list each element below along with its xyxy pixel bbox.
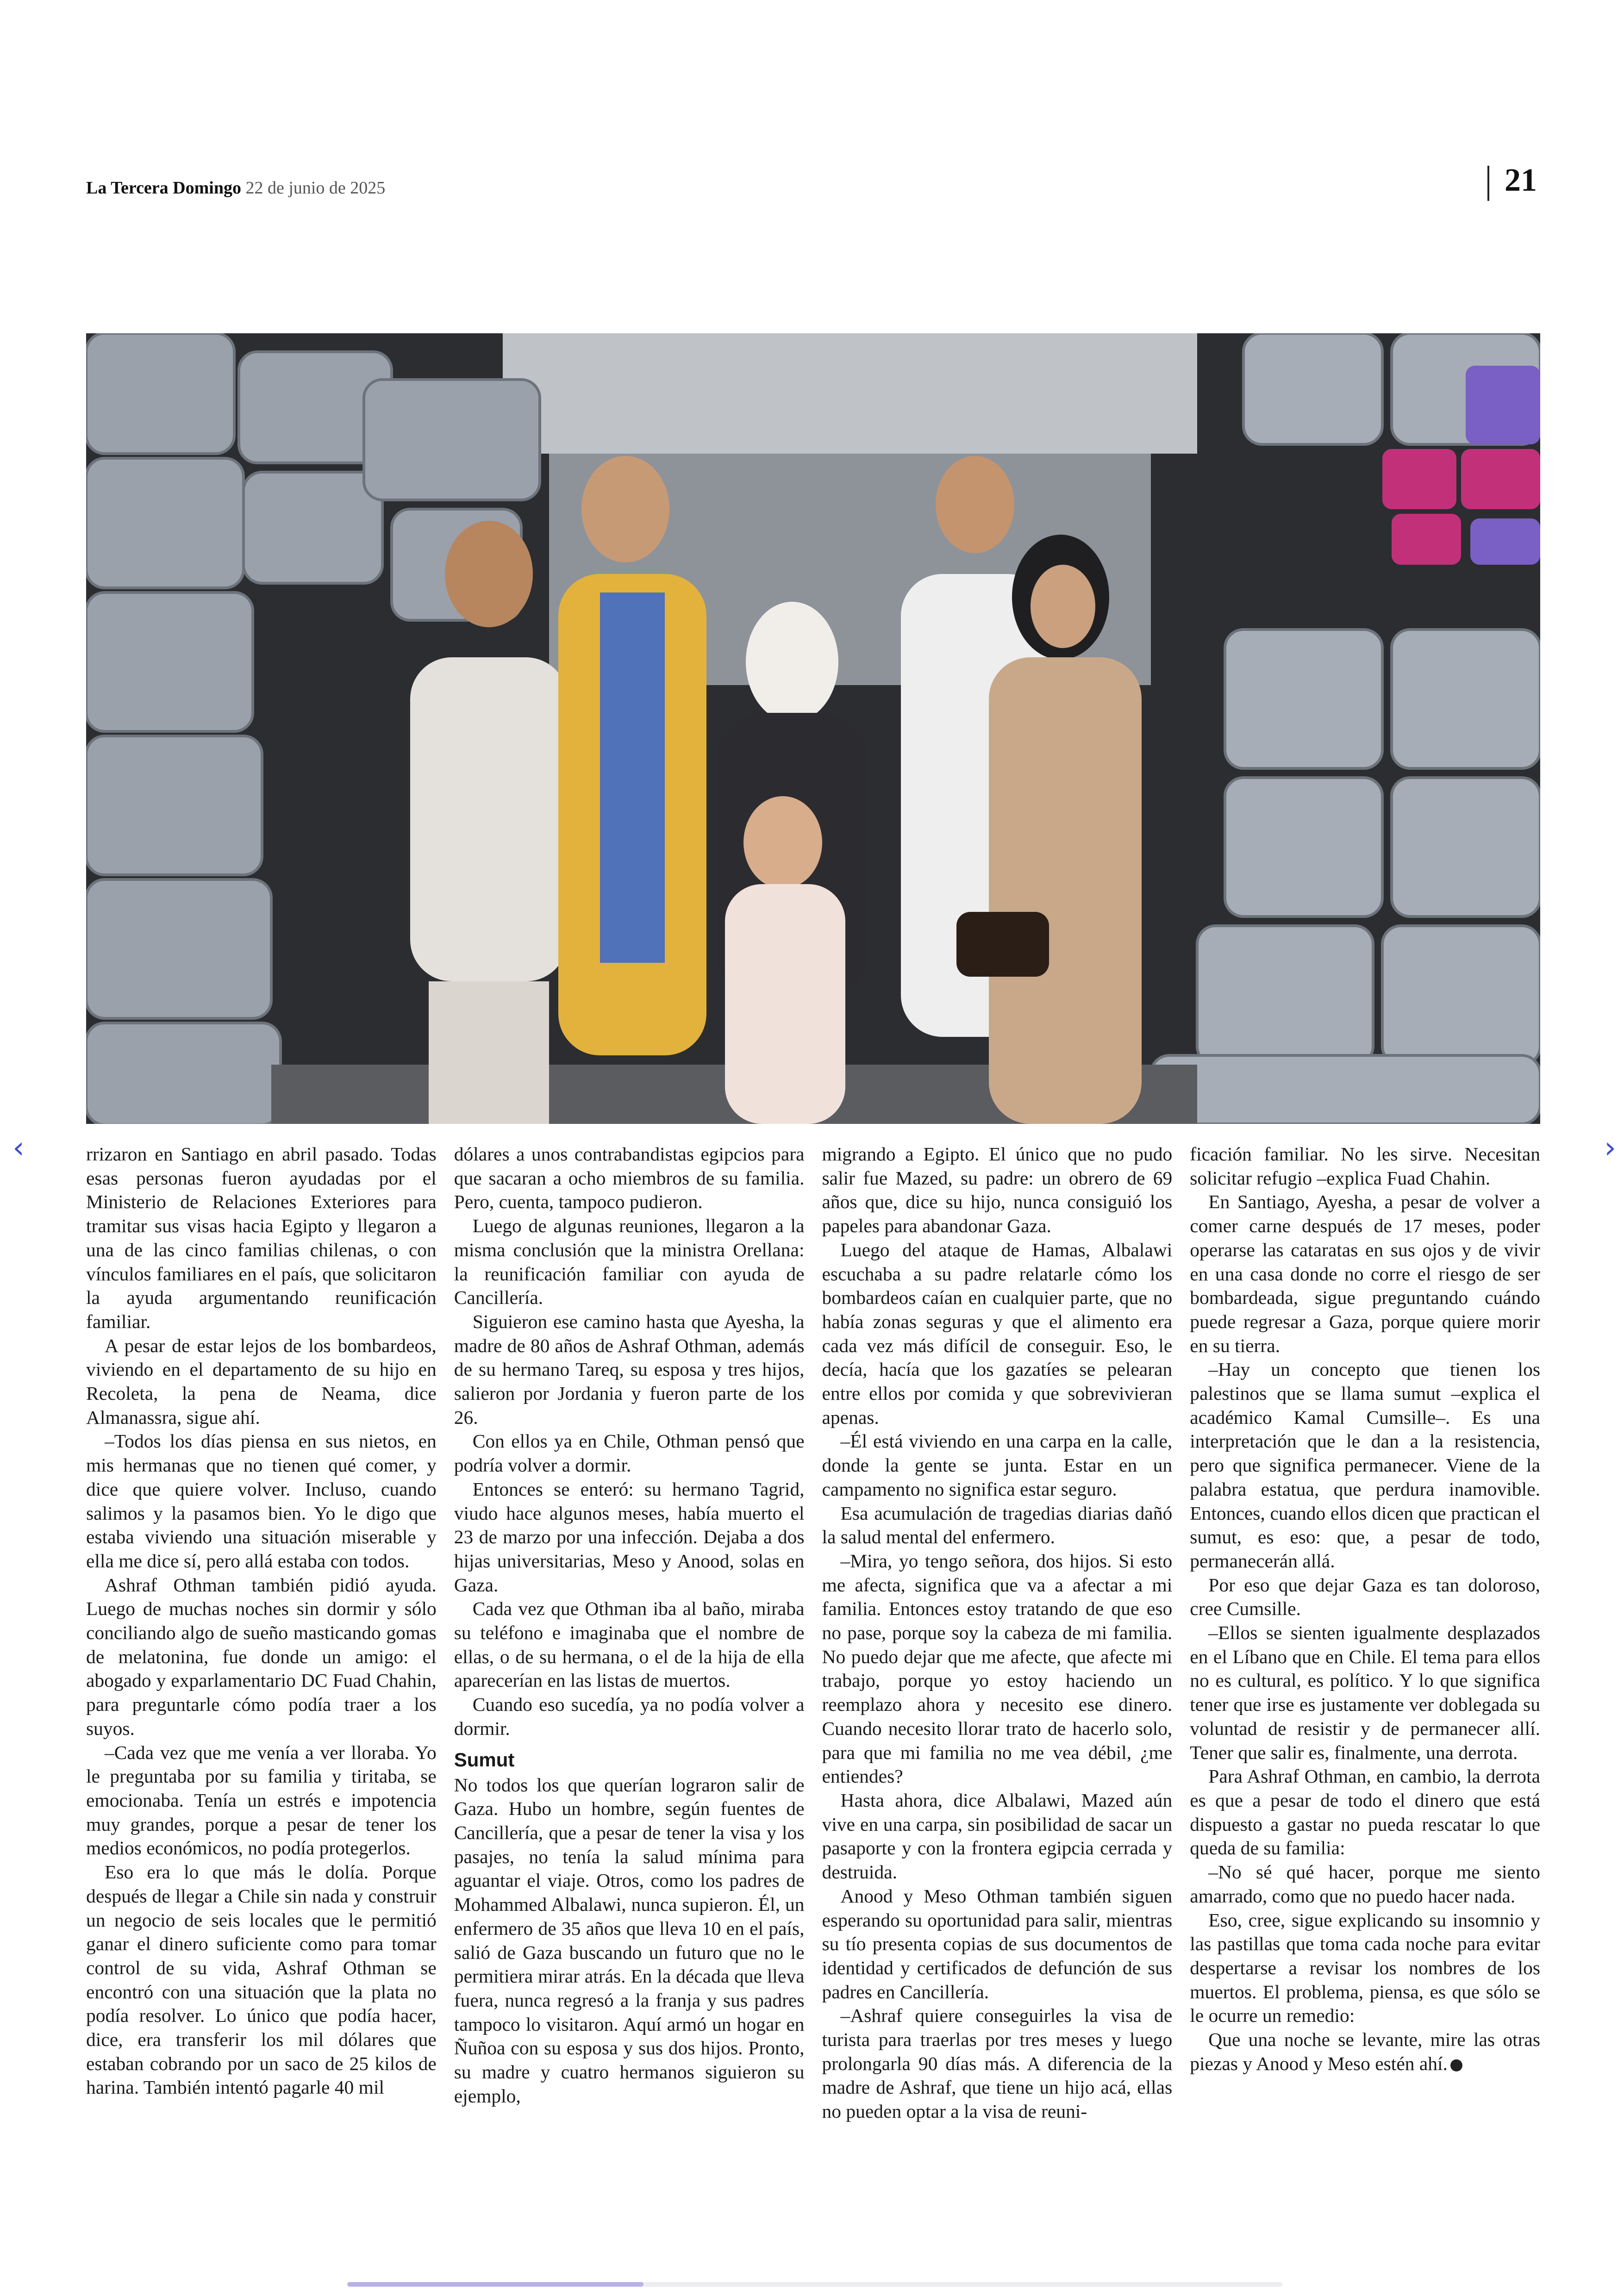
paragraph: Anood y Meso Othman también siguen esperando su oportunidad para salir, mientras su tío presenta copias de sus documentos de identidad y certificados de defunción de sus padres en Cancillería. — [822, 1885, 1173, 2002]
page-number: 21 — [1505, 162, 1537, 198]
paragraph: Cuando eso sucedía, ya no podía volver a dormir. — [454, 1694, 805, 1739]
publication-name: La Tercera Domingo — [86, 178, 241, 198]
paragraph: Por eso que dejar Gaza es tan doloroso, cree Cumsille. — [1190, 1574, 1540, 1620]
article-column-2 — [454, 1142, 805, 2138]
publication-date: 22 de junio de 2025 — [245, 178, 386, 198]
paragraph: –Él está viviendo en una carpa en la calle, donde la gente se junta. Estar en un campamento no significa estar seguro. — [822, 1430, 1173, 1500]
paragraph: A pesar de estar lejos de los bombardeos, viviendo en el departamento de su hijo en Recoleta, la pena de Neama, dice Almanassra, sigue ahí. — [86, 1335, 437, 1428]
masthead — [86, 178, 385, 198]
paragraph: Luego de algunas reuniones, llegaron a la misma conclusión que la ministra Orellana: la reunificación familiar con ayuda de Cancillería. — [454, 1215, 805, 1309]
previous-page-arrow-icon[interactable]: ‹ — [12, 1131, 25, 1165]
paragraph: Siguieron ese camino hasta que Ayesha, la madre de 80 años de Ashraf Othman, además de su hermano Tareq, su esposa y tres hijos, salieron por Jordania y fueron parte de los 26. — [454, 1310, 805, 1428]
paragraph — [1190, 2028, 1540, 2076]
section-heading-sumut: Sumut — [454, 1748, 515, 1771]
family-photo — [86, 333, 1540, 1124]
paragraph: Eso, cree, sigue explicando su insomnio y las pastillas que toma cada noche para evitar despertarse a revisar los nombres de los muertos. El problema, piensa, es que sólo se le ocurre un remedio: — [1190, 1909, 1540, 2027]
paragraph: Luego del ataque de Hamas, Albalawi escuchaba a su padre relatarle cómo los bombardeos caían en cualquier parte, que no había zonas seguras y que el alimento era cada vez más difícil de conseguir. Eso, le decía, hacía que los gazatíes se pelearan entre ellos por comida y que sobrevivieran apenas. — [822, 1239, 1173, 1428]
paragraph: dólares a unos contrabandistas egipcios para que sacaran a ocho miembros de su familia. Pero, cuenta, tampoco pudieron. — [454, 1143, 805, 1213]
paragraph: Entonces se enteró: su hermano Tagrid, viudo hace algunos meses, había muerto el 23 de marzo por una infección. Dejaba a dos hijas universitarias, Meso y Anood, solas en Gaza. — [454, 1478, 805, 1596]
horizontal-scrollbar-thumb[interactable] — [347, 2282, 643, 2287]
paragraph: –Ellos se sienten igualmente desplazados en el Líbano que en Chile. El tema para ellos no es cultural, es político. Y lo que significa tener que irse es justamente ver doblegada su voluntad de resistir y de permanecer allí. Tener que salir es, finalmente, una derrota. — [1190, 1622, 1540, 1763]
paragraph: –Hay un concepto que tienen los palestinos que se llama sumut –explica el académico Kamal Cumsille–. Es una interpretación que le dan a la resistencia, pero que significa permanecer. Viene de la palabra estatua, que perdura inamovible. Entonces, cuando ellos dicen que practican el sumut, es eso: que, a pesar de todo, permanecerán allá. — [1190, 1359, 1540, 1572]
paragraph: –Cada vez que me venía a ver lloraba. Yo le preguntaba por su familia y tiritaba, se emocionaba. Tenía un estrés e impotencia muy grandes, porque a pesar de tener los medios económicos, no podía protegerlos. — [86, 1741, 437, 1859]
next-page-arrow-icon[interactable]: › — [1604, 1131, 1616, 1165]
article-body — [86, 1142, 1540, 2138]
paragraph: En Santiago, Ayesha, a pesar de volver a comer carne después de 17 meses, poder operarse las cataratas en sus ojos y de vivir en una casa donde no corre el riesgo de ser bombardeada, sigue preguntando cuándo puede regresar a Gaza, porque quiere morir en su tierra. — [1190, 1191, 1540, 1356]
end-of-article-icon — [1450, 2059, 1462, 2071]
article-column-3 — [822, 1142, 1173, 2138]
paragraph: No todos los que querían lograron salir de Gaza. Hubo un hombre, según fuentes de Cancillería, que a pesar de tener la visa y los pasajes, no tenía la salud mínima para aguantar el viaje. Otros, como los padres de Mohammed Albalawi, nunca supieron. Él, un enfermero de 35 años que lleva 10 en el país, salió de Gaza buscando un futuro que no le permitiera mirar atrás. En la década que lleva fuera, nunca regresó a la franja y sus padres tampoco lo visitaron. Aquí armó un hogar en Ñuñoa con su esposa y sus dos hijos. Pronto, su madre y cuatro hermanos siguieron su ejemplo, — [454, 1774, 805, 2107]
closing-sentence: Que una noche se levante, mire las otras piezas y Anood y Meso estén ahí. — [1190, 2029, 1540, 2074]
paragraph: Eso era lo que más le dolía. Porque después de llegar a Chile sin nada y construir un negocio de seis locales que le permitió ganar el dinero suficiente como para tomar control de su vida, Ashraf Othman se encontró con una situación que la plata no podía resolver. Lo único que podía hacer, dice, era transferir los mil dólares que estaban cobrando por un saco de 25 kilos de harina. También intentó pagarle 40 mil — [86, 1861, 437, 2098]
paragraph: Ashraf Othman también pidió ayuda. Luego de muchas noches sin dormir y sólo conciliando algo de sueño masticando gomas de melatonina, fue donde un amigo: el abogado y exparlamentario DC Fuad Chahin, para preguntarle cómo podía traer a los suyos. — [86, 1574, 437, 1739]
family-photo-illustration — [86, 333, 1540, 1124]
paragraph: Con ellos ya en Chile, Othman pensó que podría volver a dormir. — [454, 1430, 805, 1476]
paragraph: Cada vez que Othman iba al baño, miraba su teléfono e imaginaba que el nombre de ellas, o de su hermana, o el de la hija de ella aparecerían en las listas de muertos. — [454, 1598, 805, 1691]
paragraph: –Todos los días piensa en sus nietos, en mis hermanas que no tienen qué comer, y dice que quiere volver. Incluso, cuando salimos y la pasamos bien. Yo le digo que estaba viviendo una situación miserable y ella me dice sí, pero allá estaba con todos. — [86, 1430, 437, 1572]
paragraph: –Mira, yo tengo señora, dos hijos. Si esto me afecta, significa que va a afectar a mi familia. Entonces estoy tratando de que eso no pase, porque soy la cabeza de mi familia. No puedo dejar que me afecte, que afecte mi trabajo, porque yo estoy haciendo un reemplazo ahora y necesito ese dinero. Cuando necesito llorar trato de hacerlo solo, para que mi familia no me vea débil, ¿me entiendes? — [822, 1550, 1173, 1787]
page-number-divider — [1487, 166, 1489, 201]
paragraph: ficación familiar. No les sirve. Necesitan solicitar refugio –explica Fuad Chahin. — [1190, 1143, 1540, 1189]
paragraph: Hasta ahora, dice Albalawi, Mazed aún vive en una carpa, sin posibilidad de sacar un pasaporte y con la frontera egipcia cerrada y destruida. — [822, 1789, 1173, 1883]
paragraph: –Ashraf quiere conseguirles la visa de turista para traerlas por tres meses y luego prolongarla 90 días más. A diferencia de la madre de Ashraf, que tiene un hijo acá, ellas no pueden optar a la visa de reuni- — [822, 2005, 1173, 2122]
paragraph: Para Ashraf Othman, en cambio, la derrota es que a pesar de todo el dinero que está dispuesto a gastar no pueda rescatar lo que queda de su familia: — [1190, 1765, 1540, 1859]
article-column-4 — [1190, 1142, 1540, 2138]
paragraph: –No sé qué hacer, porque me siento amarrado, como que no puedo hacer nada. — [1190, 1861, 1540, 1907]
paragraph: migrando a Egipto. El único que no pudo salir fue Mazed, su padre: un obrero de 69 años que, dice su hijo, nunca consiguió los papeles para abandonar Gaza. — [822, 1143, 1173, 1237]
paragraph: Esa acumulación de tragedias diarias dañó la salud mental del enfermero. — [822, 1502, 1173, 1548]
paragraph: rrizaron en Santiago en abril pasado. Todas esas personas fueron ayudadas por el Ministerio de Relaciones Exteriores para tramitar sus visas hacia Egipto y llegaron a una de las cinco familias chilenas, o con vínculos familiares en el país, que solicitaron la ayuda argumentando reunificación familiar. — [86, 1143, 437, 1332]
article-column-1 — [86, 1142, 437, 2138]
